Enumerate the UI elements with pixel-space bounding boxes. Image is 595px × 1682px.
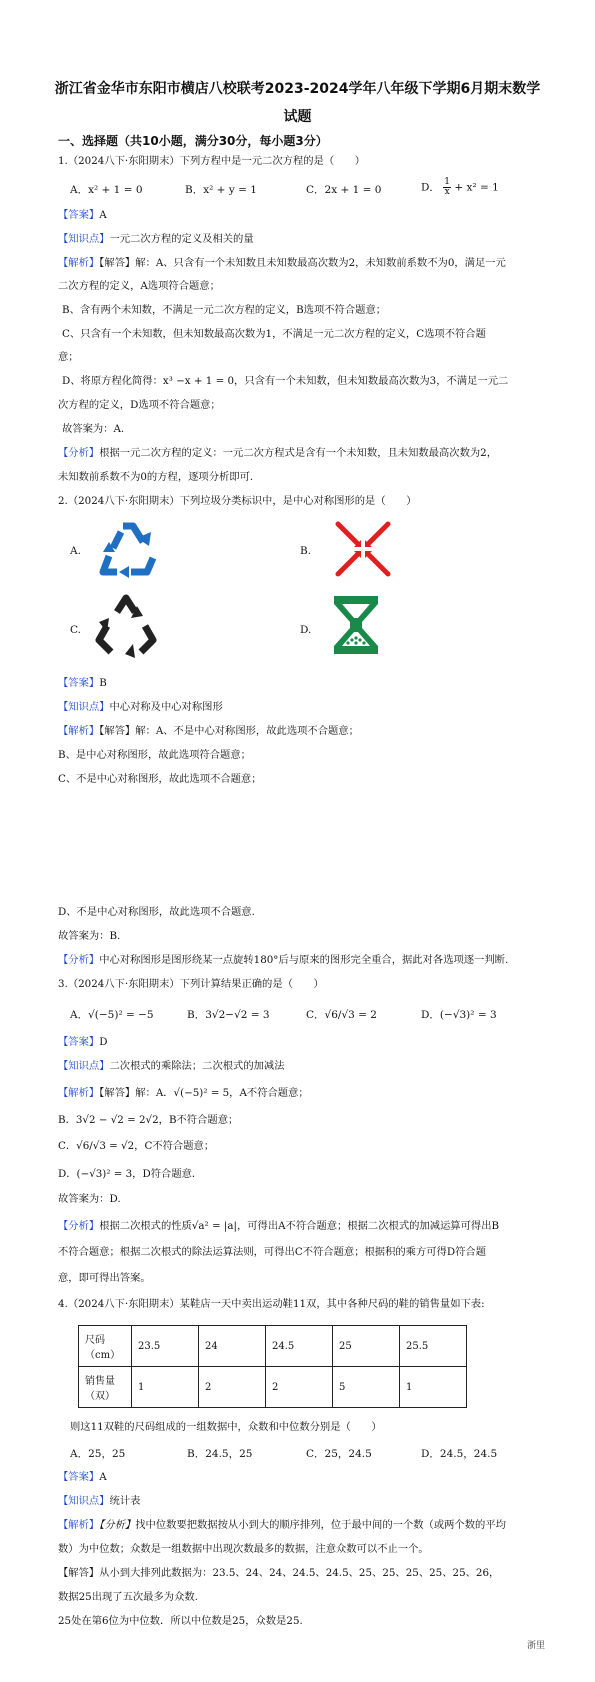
q1-kp-text: 一元二次方程的定义及相关的量 xyxy=(109,233,254,245)
q2-fenxi xyxy=(58,953,558,967)
q2-kp-tag: 【知识点】 xyxy=(58,701,110,713)
q1-analysis-text-1: 【解答】解：A、只含有一个未知数且未知数最高次数为2，未知数前系数不为0，满足一元 xyxy=(99,257,506,269)
q1-analysis-line-6: D、将原方程化简得：x³ −x + 1 = 0，只含有一个未知数，但未知数最高次数为3，不满足一元二 xyxy=(62,375,509,387)
header-sales-label: 销售量 xyxy=(85,1376,115,1387)
q3-analysis-line-2: B．3√2 − √2 = 2√2，B不符合题意； xyxy=(58,1114,239,1126)
header-sales-unit: （双） xyxy=(85,1391,115,1402)
q4-analysis-italic-tag: 【分析】 xyxy=(99,1519,136,1531)
q3-answer-tag: 【答案】 xyxy=(58,1036,100,1048)
q3-analysis-line-4: D．(−√3)² = 3，D符合题意． xyxy=(58,1168,203,1180)
q1-option-d-fraction xyxy=(443,178,451,197)
q3-stem: 3.（2024八下·东阳期末）下列计算结果正确的是（ ） xyxy=(58,978,324,990)
q1-answer-tag: 【答案】 xyxy=(58,209,100,221)
table-cell: 1 xyxy=(132,1367,199,1408)
q4-answer-value: A xyxy=(99,1471,107,1483)
q3-fenxi-line-1 xyxy=(58,1219,558,1233)
q1-option-d-tail: + x² = 1 xyxy=(454,181,499,194)
table-row xyxy=(79,1367,467,1408)
q2-analysis-text-1: 【解答】解：A、不是中心对称图形，故此选项不合题意； xyxy=(99,725,359,737)
q1-answer xyxy=(58,208,558,222)
doc-title-line1: 浙江省金华市东阳市横店八校联考2023-2024学年八年级下学期6月期末数学 xyxy=(54,81,541,97)
q2-fenxi-text: 中心对称图形是图形绕某一点旋转180°后与原来的图形完全重合，据此对各选项逐一判断. xyxy=(99,954,509,966)
q3-option-b: B．3√2−√2 = 3 xyxy=(187,1009,270,1021)
q1-fenxi-tag: 【分析】 xyxy=(58,447,100,459)
recycle-icon-blue xyxy=(95,518,161,580)
section-heading: 一、选择题（共10小题，满分30分，每小题3分） xyxy=(58,134,328,148)
table-cell: 23.5 xyxy=(132,1326,199,1367)
hourglass-icon-green xyxy=(330,592,382,658)
q2-option-c-label: C. xyxy=(70,624,81,636)
q4-analysis-line-3: 【解答】从小到大排列此数据为：23.5、24、24、24.5、24.5、25、25、25、25、25、26， xyxy=(58,1567,500,1579)
q2-option-b-label: B. xyxy=(300,545,312,557)
q4-option-c: C．25，24.5 xyxy=(306,1448,372,1460)
q1-option-a: A．x² + 1 = 0 xyxy=(70,184,143,196)
q4-analysis-line-4: 数据25出现了五次最多为众数. xyxy=(58,1591,198,1603)
q3-fenxi-line-3: 意，即可得出答案。 xyxy=(58,1272,151,1284)
table-cell: 25.5 xyxy=(400,1326,467,1367)
table-cell: 25 xyxy=(333,1326,400,1367)
q4-analysis-line-5: 25处在第6位为中位数．所以中位数是25，众数是25. xyxy=(58,1615,303,1627)
q2-analysis-line-5: 故答案为：B. xyxy=(58,930,121,942)
table-cell: 24.5 xyxy=(266,1326,333,1367)
q3-kp-tag: 【知识点】 xyxy=(58,1060,110,1072)
q4-question: 则这11双鞋的尺码组成的一组数据中，众数和中位数分别是（ ） xyxy=(70,1421,382,1433)
q1-analysis-line-7: 次方程的定义，D选项不符合题意； xyxy=(58,399,221,411)
table-cell: 1 xyxy=(400,1367,467,1408)
q3-option-c: C．√6/√3 = 2 xyxy=(306,1009,377,1021)
q4-kp-tag: 【知识点】 xyxy=(58,1495,110,1507)
q3-fenxi-text-1: 根据二次根式的性质√a² = |a|，可得出A不符合题意；根据二次根式的加减运算可得出B xyxy=(99,1220,500,1232)
q3-fenxi-line-2: 不符合题意；根据二次根式的除法运算法则，可得出C不符合题意；根据积的乘方可得D符合题 xyxy=(58,1246,487,1258)
table-row xyxy=(79,1326,467,1367)
doc-title-line2: 试题 xyxy=(283,109,312,125)
q4-option-b: B．24.5，25 xyxy=(187,1448,253,1460)
q3-analysis-tag: 【解析】 xyxy=(58,1087,100,1099)
q4-analysis-tag: 【解析】 xyxy=(58,1519,100,1531)
q1-option-b: B．x² + y = 1 xyxy=(185,184,257,196)
table-cell: 2 xyxy=(266,1367,333,1408)
table-cell: 24 xyxy=(199,1326,266,1367)
q1-stem: 1.（2024八下·东阳期末）下列方程中是一元二次方程的是（ ） xyxy=(58,155,366,167)
q2-fenxi-tag: 【分析】 xyxy=(58,954,100,966)
q4-stem: 4.（2024八下·东阳期末）某鞋店一天中卖出运动鞋11双，其中各种尺码的鞋的销售量如下表: xyxy=(58,1298,485,1310)
q3-answer-value: D xyxy=(99,1036,108,1048)
arrows-cross-icon-red xyxy=(332,518,394,580)
q4-option-d: D．24.5，24.5 xyxy=(421,1448,498,1460)
q1-analysis-line-8: 故答案为：A. xyxy=(62,423,125,435)
q1-answer-value: A xyxy=(99,209,107,221)
q1-fenxi-line-1 xyxy=(58,446,558,460)
q1-option-d xyxy=(421,178,499,197)
q3-answer xyxy=(58,1035,558,1049)
header-size-label: 尺码 xyxy=(85,1335,105,1346)
q2-kp-text: 中心对称及中心对称图形 xyxy=(109,701,223,713)
q4-analysis-text-1: 找中位数要把数据按从小到大的顺序排列，位于最中间的一个数（或两个数的平均 xyxy=(135,1519,506,1531)
q1-kp-tag: 【知识点】 xyxy=(58,233,110,245)
q4-analysis-line-2: 数）为中位数；众数是一组数据中出现次数最多的数据，注意众数可以不止一个。 xyxy=(58,1543,429,1555)
q4-knowledge-point xyxy=(58,1494,558,1508)
q2-analysis-line-2: B、是中心对称图形，故此选项符合题意； xyxy=(58,749,251,761)
q1-analysis-tag: 【解析】 xyxy=(58,257,100,269)
table-cell: 5 xyxy=(333,1367,400,1408)
q1-option-d-numerator: 1 xyxy=(444,177,450,187)
q1-analysis-line-5: 意； xyxy=(58,351,79,363)
q2-analysis-line-3: C、不是中心对称图形，故此选项不合题意； xyxy=(58,773,262,785)
q1-fenxi-line-2: 未知数前系数不为0的方程，逐项分析即可. xyxy=(58,471,254,483)
q3-fenxi-tag: 【分析】 xyxy=(58,1220,100,1232)
q2-analysis-line-4: D、不是中心对称图形，故此选项不合题意. xyxy=(58,906,255,918)
q2-stem: 2.（2024八下·东阳期末）下列垃圾分类标识中，是中心对称图形的是（ ） xyxy=(58,495,417,507)
q4-kp-text: 统计表 xyxy=(109,1495,141,1507)
q3-analysis-text-1: 【解答】解：A．√(−5)² = 5，A不符合题意； xyxy=(99,1087,309,1099)
q2-answer xyxy=(58,676,558,690)
q3-kp-text: 二次根式的乘除法；二次根式的加减法 xyxy=(109,1060,285,1072)
q4-size-sales-table xyxy=(78,1325,467,1408)
q2-analysis-tag: 【解析】 xyxy=(58,725,100,737)
q1-analysis-line-3: B、含有两个未知数，不满足一元二次方程的定义，B选项不符合题意； xyxy=(62,304,387,316)
q2-analysis-line-1 xyxy=(58,724,558,738)
q1-analysis-line-4: C、只含有一个未知数，但未知数最高次数为1，不满足一元二次方程的定义，C选项不符合题 xyxy=(62,328,486,340)
recycle-icon-black xyxy=(95,592,157,660)
q1-analysis-line-1 xyxy=(58,256,558,270)
q3-analysis-line-3: C．√6/√3 = √2，C不符合题意； xyxy=(58,1140,215,1152)
q2-knowledge-point xyxy=(58,700,558,714)
q4-answer xyxy=(58,1470,558,1484)
table-header-cell xyxy=(79,1367,132,1408)
q1-option-c: C．2x + 1 = 0 xyxy=(306,184,382,196)
q3-knowledge-point xyxy=(58,1059,558,1073)
q1-option-d-denominator: x xyxy=(444,187,450,197)
q3-analysis-line-5: 故答案为：D. xyxy=(58,1193,121,1205)
q3-option-a: A．√(−5)² = −5 xyxy=(70,1009,154,1021)
q3-option-d: D．(−√3)² = 3 xyxy=(421,1009,497,1021)
q4-option-a: A．25，25 xyxy=(70,1448,126,1460)
q2-answer-value: B xyxy=(99,677,107,689)
q3-analysis-line-1 xyxy=(58,1086,558,1100)
q1-fenxi-text-1: 根据一元二次方程的定义：一元二次方程式是含有一个未知数，且未知数最高次数为2， xyxy=(99,447,498,459)
q1-option-d-label: D． xyxy=(421,181,440,194)
table-header-cell xyxy=(79,1326,132,1367)
table-cell: 2 xyxy=(199,1367,266,1408)
q1-knowledge-point xyxy=(58,232,558,246)
q2-answer-tag: 【答案】 xyxy=(58,677,100,689)
header-size-unit: （cm） xyxy=(85,1350,121,1361)
q2-option-d-label: D. xyxy=(300,624,312,636)
q2-option-a-label: A. xyxy=(70,545,81,557)
q4-answer-tag: 【答案】 xyxy=(58,1471,100,1483)
page-footer: 浙里 xyxy=(526,1641,545,1651)
q4-analysis-line-1 xyxy=(58,1518,558,1532)
q1-analysis-line-2: 二次方程的定义，A选项符合题意； xyxy=(58,280,220,292)
